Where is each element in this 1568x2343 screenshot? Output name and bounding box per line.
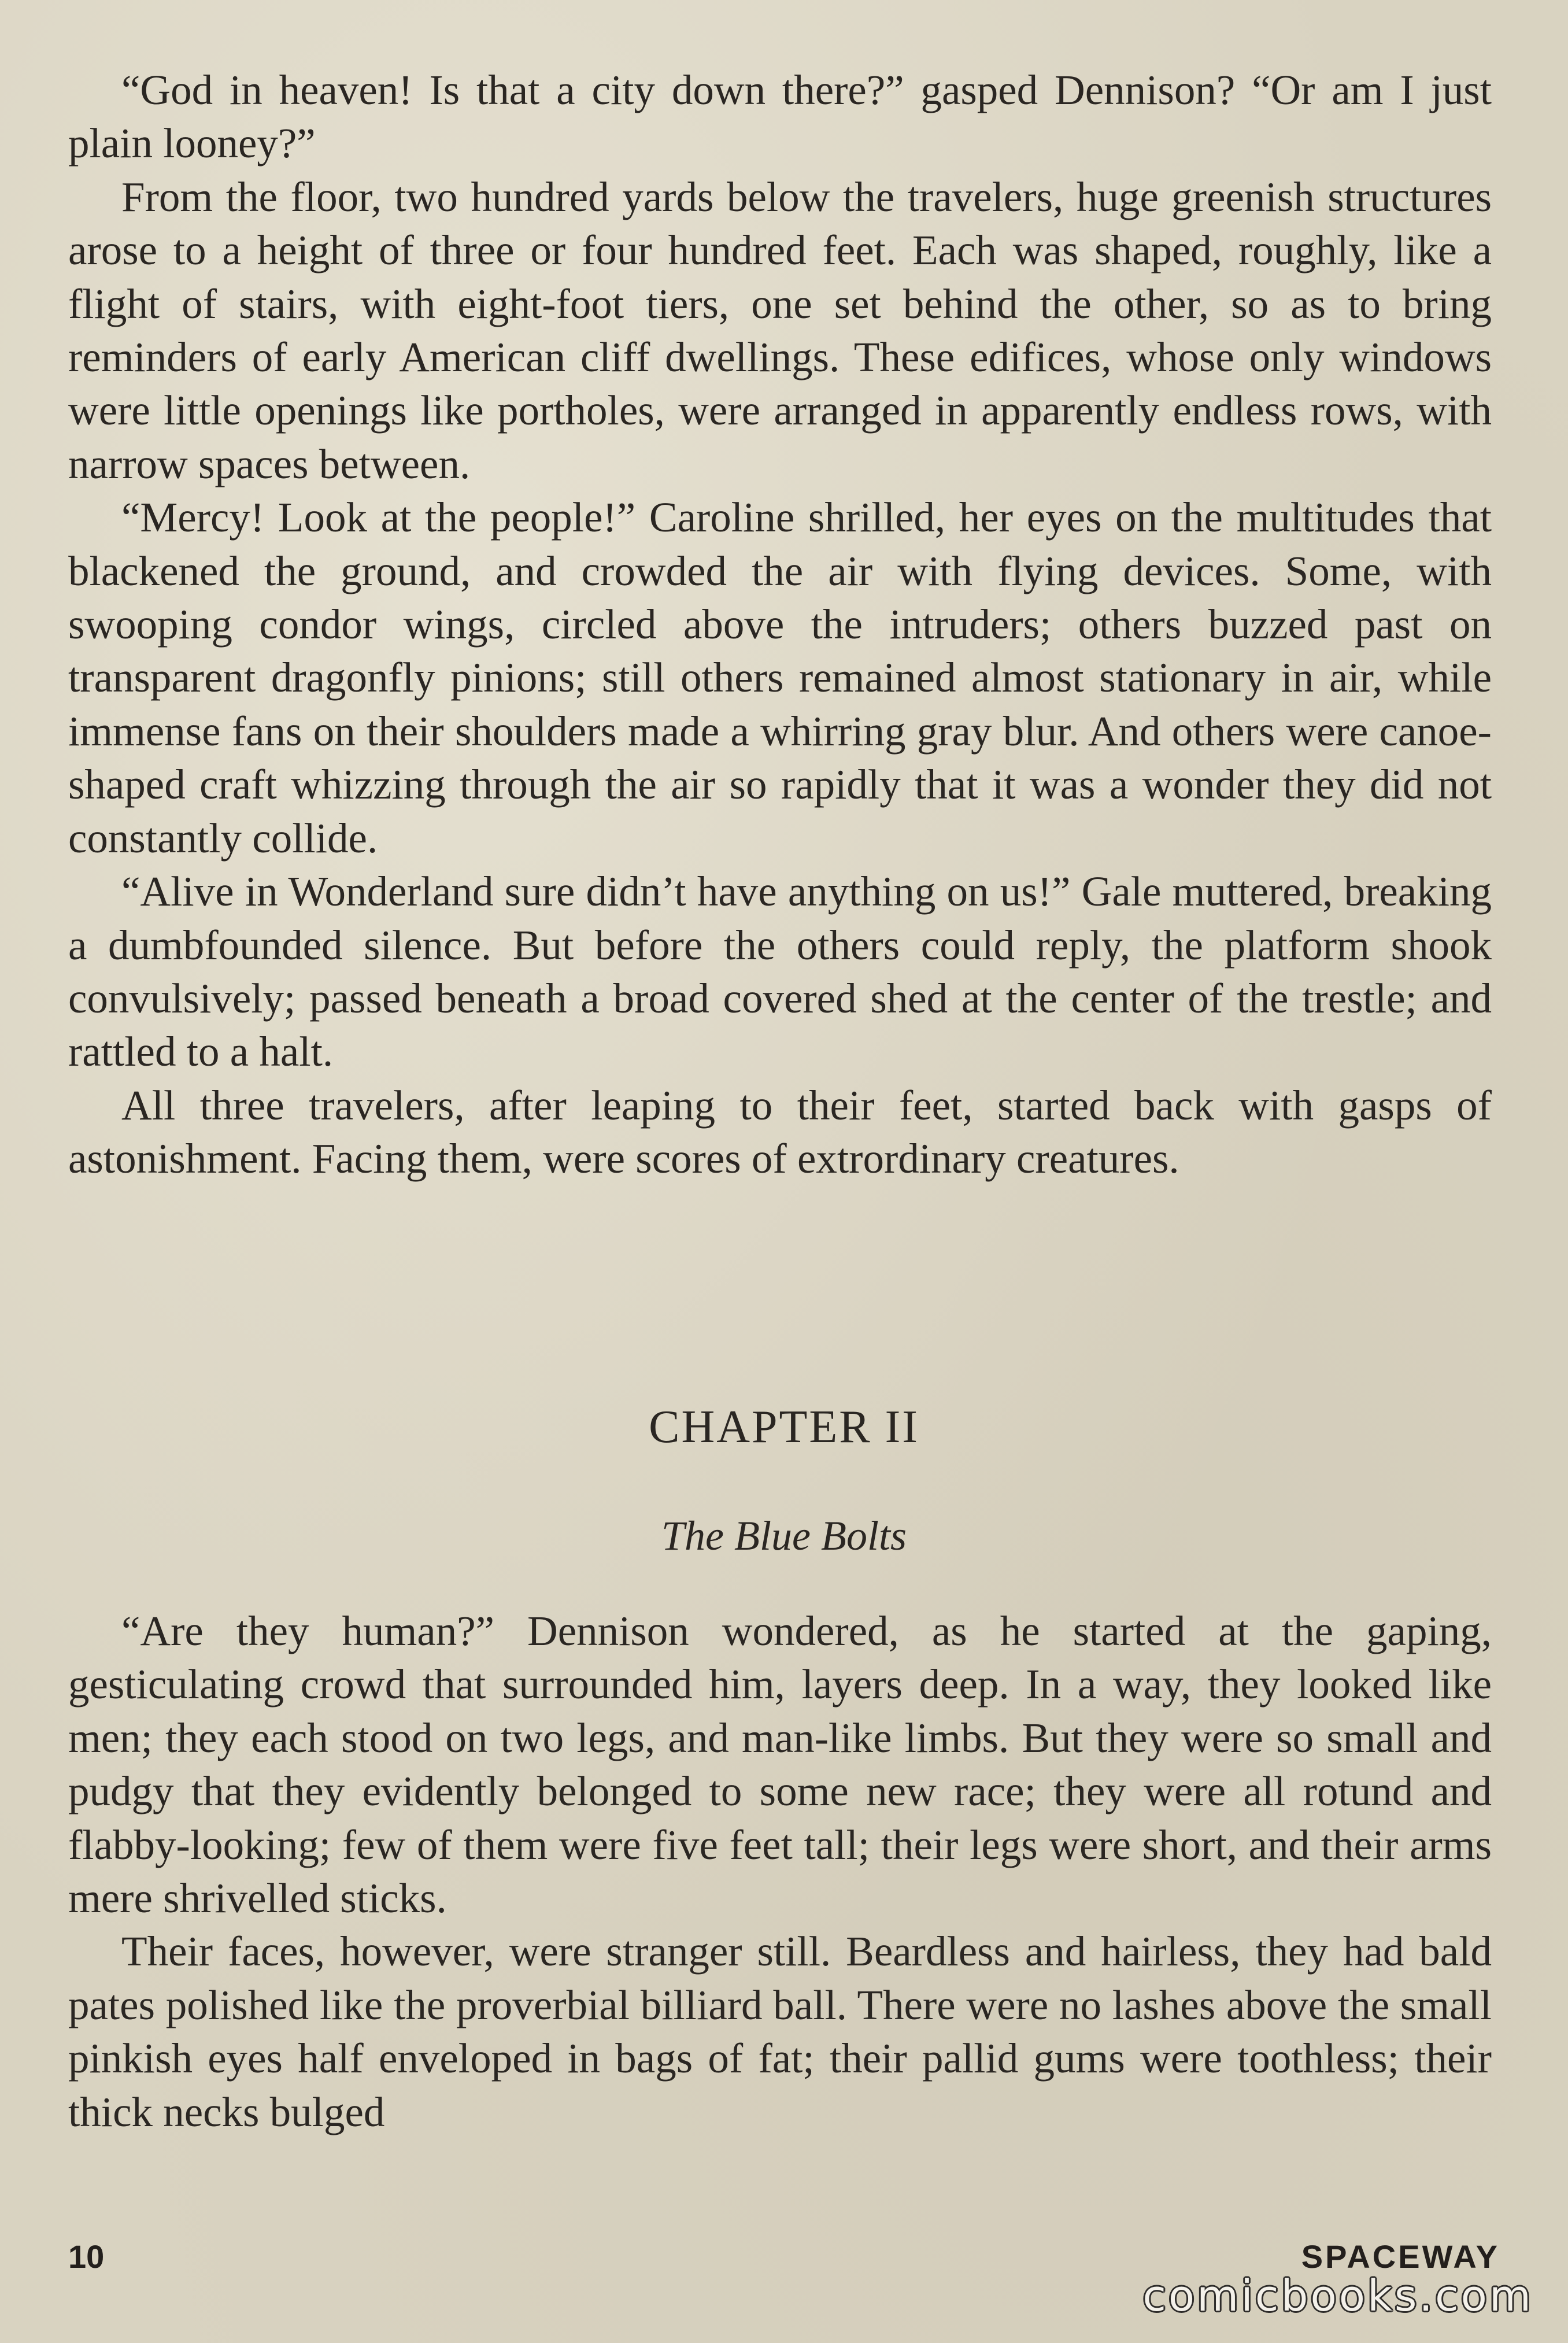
chapter-heading: CHAPTER II (649, 1402, 919, 1453)
paragraph-travelers-astonishment: All three travelers, after leaping to their feet, started back with gasps of astonishment. Facing them, were scores of extrordinary creatures. (68, 1081, 1492, 1182)
story-text-after-chapter (68, 1605, 1492, 2139)
paragraph-dennison-gasp: “God in heaven! Is that a city down there?” gasped Dennison? “Or am I just plain looney?” (68, 66, 1492, 167)
chapter-subtitle: The Blue Bolts (661, 1513, 907, 1559)
paragraph-are-they-human: “Are they human?” Dennison wondered, as he started at the gaping, gesticulating crowd that surrounded him, layers deep. In a way, they looked like men; they each stood on two legs, and man-like limbs. But they were so small and pudgy that they evidently belonged to some new race; they were all rotund and flabby-looking; few of them were five feet tall; their legs were short, and their arms mere shrivelled sticks. (68, 1607, 1492, 1922)
paragraph-gale-wonderland: “Alive in Wonderland sure didn’t have anything on us!” Gale muttered, breaking a dumbfounded silence. But before the others could reply, the platform shook convulsively; passed beneath a broad covered shed at the center of the trestle; and rattled to a halt. (68, 868, 1492, 1076)
magazine-title-footer: SPACEWAY (1301, 2238, 1500, 2275)
paragraph-their-faces: Their faces, however, were stranger still. Beardless and hairless, they had bald pates polished like the proverbial billiard ball. There were no lashes above the small pinkish eyes half enveloped in bags of fat; their pallid gums were toothless; their thick necks bulged (68, 1928, 1492, 2135)
site-watermark: comicbooks.com (1142, 2271, 1533, 2321)
paragraph-caroline-people: “Mercy! Look at the people!” Caroline shrilled, her eyes on the multitudes that blackened the ground, and crowded the air with flying devices. Some, with swooping condor wings, circled above the intruders; others buzzed past on transparent dragonfly pinions; still others remained almost stationary in air, while immense fans on their shoulders made a whirring gray blur. And others were canoe-shaped craft whizzing through the air so rapidly that it was a wonder they did not constantly collide. (68, 494, 1492, 862)
page-number: 10 (68, 2238, 105, 2275)
paragraph-city-description: From the floor, two hundred yards below the travelers, huge greenish structures arose to a height of three or four hundred feet. Each was shaped, roughly, like a flight of stairs, with eight-foot tiers, one set behind the other, so as to bring reminders of early American cliff dwellings. These edifices, whose only windows were little openings like portholes, were arranged in apparently endless rows, with narrow spaces between. (68, 173, 1492, 487)
story-text-before-chapter (68, 64, 1492, 1186)
